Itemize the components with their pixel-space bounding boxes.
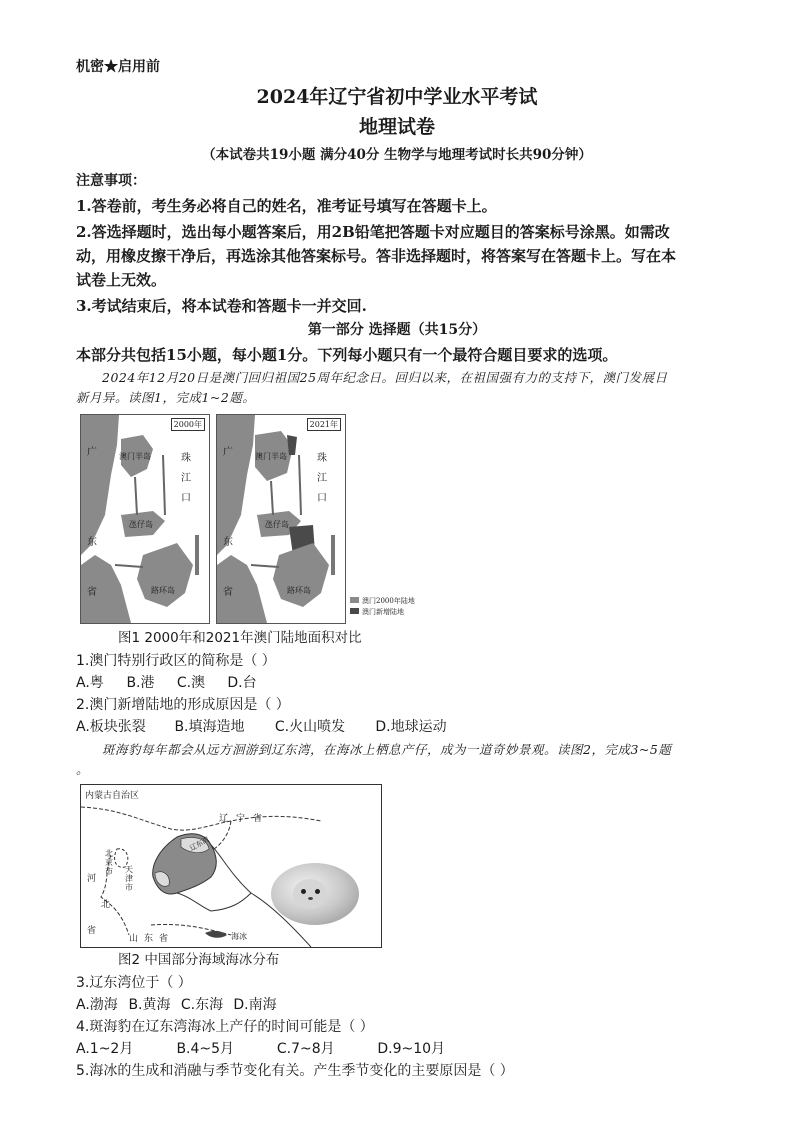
label-sheng: 省 <box>87 926 97 936</box>
figure2-caption: 图2 中国部分海域海冰分布 <box>118 952 280 968</box>
exam-subtitle: 地理试卷 <box>358 116 435 138</box>
part1-instruction: 本部分共包括15小题，每小题1分。下列每小题只有一个最符合题目要求的选项。 <box>76 346 618 364</box>
passage1-line2: 新月异。读图1，完成1~2题。 <box>76 390 256 405</box>
q4-option-b[interactable]: B.4~5月 <box>176 1041 235 1057</box>
figure1-legend <box>350 596 415 618</box>
label-coloane: 路环岛 <box>287 586 311 595</box>
label-inner-mongolia: 内蒙古自治区 <box>85 791 140 801</box>
label-sheng: 省 <box>87 587 97 598</box>
q2-option-c[interactable]: C.火山喷发 <box>274 719 346 735</box>
q3-option-a[interactable]: A.渤海 <box>76 997 118 1013</box>
q4-options <box>76 1038 473 1060</box>
label-kou: 口 <box>181 493 191 504</box>
label-shandong: 山东省 <box>129 934 175 944</box>
figure1-caption: 图1 2000年和2021年澳门陆地面积对比 <box>118 630 362 646</box>
legend-swatch-new <box>350 608 359 614</box>
map-year-2000: 2000年 <box>171 418 205 431</box>
label-liaodong-bay: 辽东湾 <box>188 835 211 853</box>
label-taipa: 氹仔岛 <box>265 520 289 529</box>
legend-label-2000: 澳门2000年陆地 <box>362 597 415 605</box>
label-zhu: 珠 <box>181 453 191 464</box>
label-dong: 东 <box>223 537 233 548</box>
label-bei: 北 <box>101 900 111 910</box>
q3-option-d[interactable]: D.南海 <box>233 997 277 1013</box>
q2-option-d[interactable]: D.地球运动 <box>375 719 447 735</box>
coloane-land <box>137 543 193 607</box>
legend-swatch-2000 <box>350 597 359 603</box>
label-coloane: 路环岛 <box>151 586 175 595</box>
label-kou: 口 <box>317 493 327 504</box>
q3-option-b[interactable]: B.黄海 <box>128 997 171 1013</box>
q3-stem: 3.辽东湾位于（ ） <box>76 975 192 991</box>
q4-option-d[interactable]: D.9~10月 <box>377 1041 446 1057</box>
passage2-line1: 斑海豹每年都会从远方洄游到辽东湾，在海冰上栖息产仔，成为一道奇妙景观。读图2，完成3~5题 <box>102 742 672 757</box>
q3-option-c[interactable]: C.东海 <box>180 997 224 1013</box>
q1-option-a[interactable]: A.粤 <box>76 675 104 691</box>
note-line-5: 3.考试结束后，将本试卷和答题卡一并交回. <box>76 297 367 315</box>
label-peninsula: 澳门半岛 <box>255 452 287 461</box>
seal-photo <box>271 863 359 925</box>
note-line-1: 1.答卷前，考生务必将自己的姓名，准考证号填写在答题卡上。 <box>76 197 497 215</box>
q4-stem: 4.斑海豹在辽东湾海冰上产仔的时间可能是（ ） <box>76 1019 374 1035</box>
note-line-3: 动，用橡皮擦干净后，再选涂其他答案标号。答非选择题时，将答案写在答题卡上。写在本 <box>76 247 677 265</box>
passage2-line2: 。 <box>76 762 90 777</box>
q1-options <box>76 672 273 694</box>
passage1-line1: 2024年12月20日是澳门回归祖国25周年纪念日。回归以来，在祖国强有力的支持下，澳门发展日 <box>102 370 668 385</box>
label-he: 河 <box>87 874 97 884</box>
sea-ice-map <box>80 784 382 948</box>
macau-map-2000 <box>80 414 210 624</box>
label-tianjin: 天津市 <box>125 865 133 892</box>
q1-option-c[interactable]: C.澳 <box>176 675 206 691</box>
label-dong: 东 <box>87 537 97 548</box>
label-taipa: 氹仔岛 <box>129 520 153 529</box>
part1-heading: 第一部分 选择题（共15分） <box>307 322 487 338</box>
label-zhu: 珠 <box>317 453 327 464</box>
label-peninsula: 澳门半岛 <box>119 452 151 461</box>
q1-option-d[interactable]: D.台 <box>227 675 257 691</box>
label-jiang: 江 <box>317 473 327 484</box>
q1-stem: 1.澳门特别行政区的简称是（ ） <box>76 653 276 669</box>
label-beijing: 北京市 <box>105 849 113 876</box>
q3-options <box>76 994 281 1016</box>
q2-option-b[interactable]: B.填海造地 <box>174 719 245 735</box>
q5-stem: 5.海冰的生成和消融与季节变化有关。产生季节变化的主要原因是（ ） <box>76 1063 514 1079</box>
q2-options <box>76 716 471 738</box>
exam-info: （本试卷共19小题 满分40分 生物学与地理考试时长共90分钟） <box>202 147 592 163</box>
legend-sea-ice: 海冰 <box>231 932 247 941</box>
notes-heading: 注意事项： <box>76 173 146 189</box>
q2-stem: 2.澳门新增陆地的形成原因是（ ） <box>76 697 290 713</box>
legend-label-new: 澳门新增陆地 <box>362 608 404 616</box>
label-liaoning: 辽宁省 <box>219 814 271 824</box>
label-guang: 广 <box>223 447 233 458</box>
q4-option-a[interactable]: A.1~2月 <box>76 1041 134 1057</box>
note-line-2: 2.答选择题时，选出每小题答案后，用2B铅笔把答题卡对应题目的答案标号涂黑。如需改 <box>76 223 670 241</box>
confidential-mark: 机密★启用前 <box>76 59 160 75</box>
note-line-4: 试卷上无效。 <box>76 271 167 289</box>
label-sheng: 省 <box>223 587 233 598</box>
q2-option-a[interactable]: A.板块张裂 <box>76 719 146 735</box>
q4-option-c[interactable]: C.7~8月 <box>276 1041 335 1057</box>
label-guang: 广 <box>87 447 97 458</box>
exam-title: 2024年辽宁省初中学业水平考试 <box>256 86 538 108</box>
label-jiang: 江 <box>181 473 191 484</box>
macau-map-2021 <box>216 414 346 624</box>
q1-option-b[interactable]: B.港 <box>126 675 155 691</box>
map-year-2021: 2021年 <box>307 418 341 431</box>
